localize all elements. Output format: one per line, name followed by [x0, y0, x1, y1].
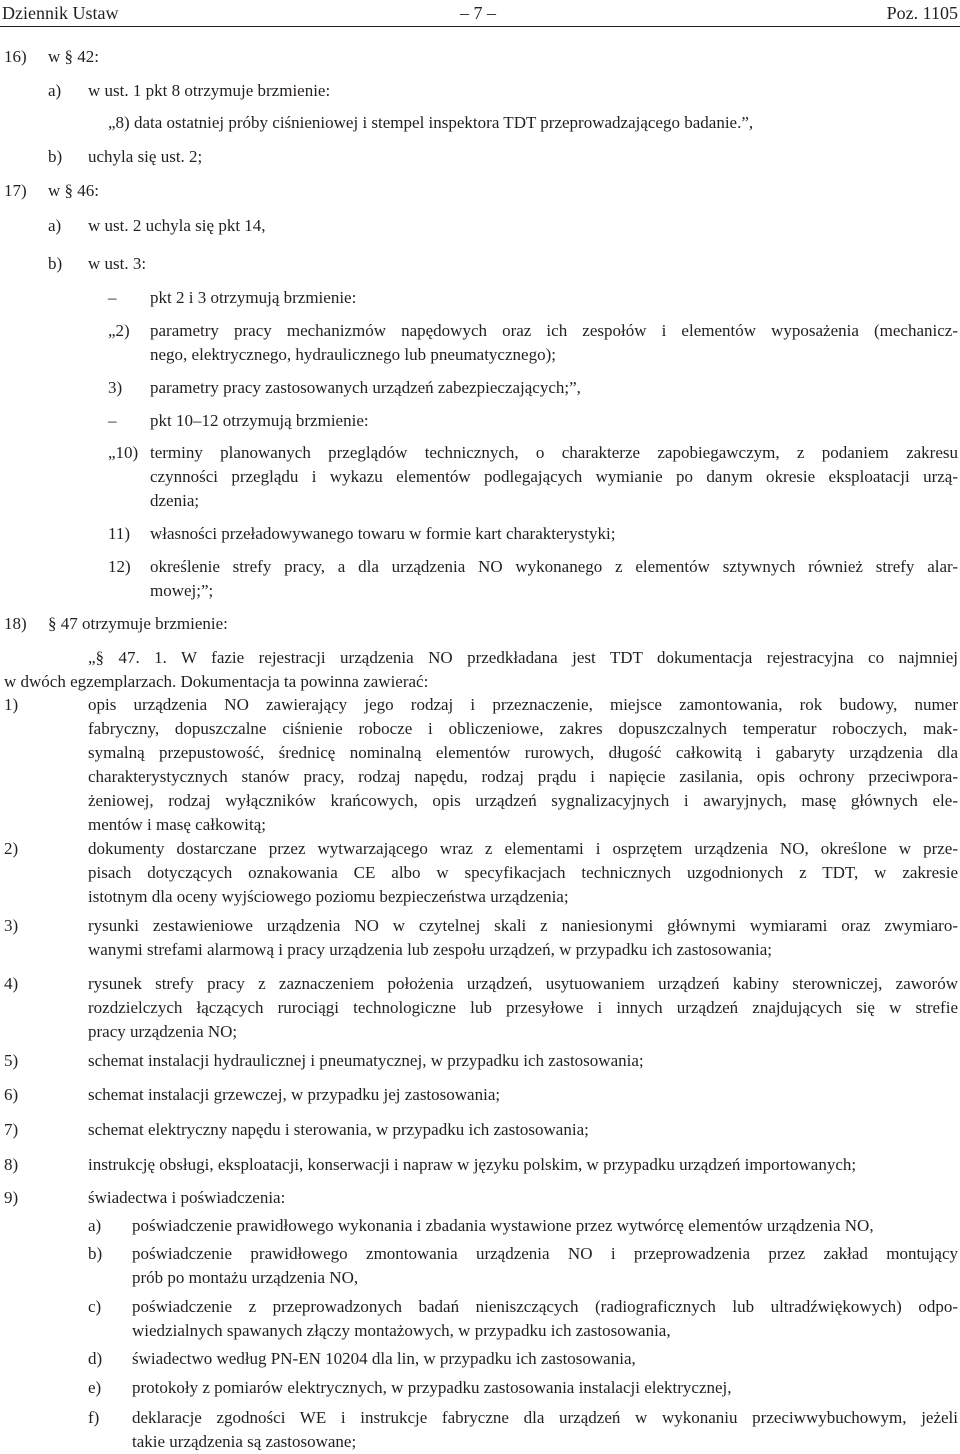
- item-17-b-text: w ust. 3:: [88, 254, 147, 273]
- item-16-a-text: w ust. 1 pkt 8 otrzymuje brzmienie:: [88, 81, 331, 100]
- sub-item-line: poświadczenie prawidłowego wykonania i zbadania wystawione przez wytwórcę elementów urządzenia NO,: [132, 1216, 874, 1235]
- doc-item-line: fabryczny, dopuszczalne ciśnienie robocze i obliczeniowe, zakres dopuszczalnych temperatur roboczych, mak-: [88, 719, 958, 738]
- point-10-line: terminy planowanych przeglądów technicznych, o charakterze zapobiegawczym, z podaniem zakresu: [150, 443, 958, 462]
- doc-item-line: pisach dotyczących oznakowania CE albo w specyfikacjach technicznych uzgodnionych z TDT, w zakresie: [88, 863, 958, 882]
- dash-marker: –: [108, 411, 117, 430]
- sub-item-number: a): [88, 1216, 102, 1235]
- doc-item-number: 3): [4, 916, 19, 935]
- point-2-line: nego, elektrycznego, hydraulicznego lub pneumatycznego);: [150, 345, 556, 364]
- sub-item-line: deklaracje zgodności WE i instrukcje fabryczne dla urządzeń w wykonaniu przeciwwybuchowym, jeżeli: [132, 1408, 958, 1427]
- sub-item-number: f): [88, 1408, 100, 1427]
- page-header: [0, 0, 960, 27]
- item-17-text: w § 46:: [48, 181, 99, 200]
- doc-item-number: 2): [4, 839, 19, 858]
- item-16-b-number: b): [48, 147, 63, 166]
- section-47-line: w dwóch egzemplarzach. Dokumentacja ta powinna zawierać:: [4, 672, 429, 691]
- sub-item-line: prób po montażu urządzenia NO,: [132, 1268, 359, 1287]
- point-2-line: parametry pracy mechanizmów napędowych oraz ich zespołów i elementów wyposażenia (mechanicz-: [150, 321, 958, 340]
- doc-item-line: wanymi strefami alarmową i pracy urządzenia lub zespołu urządzeń, w przypadku ich zastosowania;: [88, 940, 772, 959]
- point-10-line: czynności przeglądu i wykazu elementów podlegających wymianie po danym okresie eksploatacji urzą-: [150, 467, 958, 486]
- doc-item-number: 9): [4, 1188, 19, 1207]
- item-17-b-number: b): [48, 254, 63, 273]
- point-10-line: dzenia;: [150, 491, 200, 510]
- point-12-line: określenie strefy pracy, a dla urządzenia NO wykonanego z elementów sztywnych również strefy alar-: [150, 557, 958, 576]
- doc-item-line: schemat elektryczny napędu i sterowania, w przypadku ich zastosowania;: [88, 1120, 589, 1139]
- point-11-text: własności przeładowywanego towaru w formie kart charakterystyki;: [150, 524, 616, 543]
- item-16-text: w § 42:: [48, 47, 99, 66]
- doc-item-line: pracy urządzenia NO;: [88, 1022, 238, 1041]
- point-10-number: „10): [108, 443, 139, 462]
- doc-item-line: dokumenty dostarczane przez wytwarzającego wraz z elementami i osprzętem urządzenia NO, określone w prze-: [88, 839, 958, 858]
- point-12-number: 12): [108, 557, 131, 576]
- item-18-number: 18): [4, 614, 27, 633]
- doc-item-line: schemat instalacji grzewczej, w przypadku jej zastosowania;: [88, 1085, 501, 1104]
- doc-item-number: 6): [4, 1085, 19, 1104]
- item-16-number: 16): [4, 47, 27, 66]
- doc-item-number: 5): [4, 1051, 19, 1070]
- sub-item-line: takie urządzenia są zastosowane;: [132, 1432, 357, 1451]
- doc-item-number: 8): [4, 1155, 19, 1174]
- dash-marker: –: [108, 288, 117, 307]
- doc-item-number: 4): [4, 974, 19, 993]
- page-number: – 7 –: [460, 3, 496, 23]
- sub-item-line: poświadczenie prawidłowego zmontowania urządzenia NO i przeprowadzenia przez zakład montujący: [132, 1244, 958, 1263]
- sub-item-line: poświadczenie z przeprowadzonych badań nieniszczących (radiograficznych lub ultradźwiękowych) odpo-: [132, 1297, 958, 1316]
- point-2-number: „2): [108, 321, 130, 340]
- item-17-a-number: a): [48, 216, 62, 235]
- item-17-a-text: w ust. 2 uchyla się pkt 14,: [88, 216, 266, 235]
- item-16-b-text: uchyla się ust. 2;: [88, 147, 203, 166]
- item-18-text: § 47 otrzymuje brzmienie:: [48, 614, 228, 633]
- doc-item-number: 7): [4, 1120, 19, 1139]
- item-17-number: 17): [4, 181, 27, 200]
- sub-item-number: e): [88, 1378, 102, 1397]
- section-47-line: „§ 47. 1. W fazie rejestracji urządzenia NO przedkładana jest TDT dokumentacja rejestracyjna co najmniej: [88, 648, 958, 667]
- position-number: Poz. 1105: [886, 3, 958, 23]
- doc-item-line: rysunki zestawieniowe urządzenia NO w czytelnej skali z naniesionymi głównymi wymiarami oraz zwymiaro-: [88, 916, 958, 935]
- doc-item-line: mentów i masę całkowitą;: [88, 815, 266, 834]
- dash-1-text: pkt 2 i 3 otrzymują brzmienie:: [150, 288, 357, 307]
- sub-item-line: wiedzialnych spawanych złączy montażowych, w przypadku ich zastosowania,: [132, 1321, 671, 1340]
- journal-title: Dziennik Ustaw: [2, 3, 119, 23]
- point-3-number: 3): [108, 378, 123, 397]
- sub-item-line: świadectwo według PN-EN 10204 dla lin, w przypadku ich zastosowania,: [132, 1349, 636, 1368]
- item-16-quote: „8) data ostatniej próby ciśnieniowej i stempel inspektora TDT przeprowadzającego badanie.”,: [108, 113, 754, 132]
- doc-item-line: istotnym dla oceny wyjściowego poziomu bezpieczeństwa urządzenia;: [88, 887, 569, 906]
- doc-item-line: schemat instalacji hydraulicznej i pneumatycznej, w przypadku ich zastosowania;: [88, 1051, 644, 1070]
- item-16-a-number: a): [48, 81, 62, 100]
- sub-item-number: b): [88, 1244, 103, 1263]
- point-12-line: mowej;”;: [150, 581, 214, 600]
- doc-item-number: 1): [4, 695, 19, 714]
- sub-item-number: c): [88, 1297, 102, 1316]
- point-11-number: 11): [108, 524, 131, 543]
- doc-item-line: rozdzielczych łączących rurociągi technologiczne lub przesyłowe i innych urządzeń znajdujących się w strefie: [88, 998, 958, 1017]
- point-3-text: parametry pracy zastosowanych urządzeń zabezpieczających;”,: [150, 378, 581, 397]
- dash-2-text: pkt 10–12 otrzymują brzmienie:: [150, 411, 369, 430]
- doc-item-line: żeniowej, rodzaj wyłączników krańcowych, opis urządzeń sygnalizacyjnych i awaryjnych, masę głównych ele-: [88, 791, 958, 810]
- doc-item-line: charakterystycznych stanów pracy, rodzaj napędu, rodzaj prądu i napięcie zasilania, opis ochrony przeciwpora-: [88, 767, 958, 786]
- sub-item-number: d): [88, 1349, 103, 1368]
- doc-item-line: symalną przepustowość, średnicę nominalną elementów rurowych, długość całkowitą i gabaryty urządzenia dla: [88, 743, 958, 762]
- sub-item-line: protokoły z pomiarów elektrycznych, w przypadku zastosowania instalacji elektrycznej,: [132, 1378, 732, 1397]
- doc-item-line: instrukcję obsługi, eksploatacji, konserwacji i napraw w języku polskim, w przypadku urządzeń importowanych;: [88, 1155, 857, 1174]
- doc-item-line: świadectwa i poświadczenia:: [88, 1188, 286, 1207]
- doc-item-line: rysunek strefy pracy z zaznaczeniem położenia urządzeń, usytuowaniem urządzeń kabiny sterowniczej, zaworów: [88, 974, 958, 993]
- doc-item-line: opis urządzenia NO zawierający jego rodzaj i przeznaczenie, miejsce zamontowania, rok budowy, numer: [88, 695, 958, 714]
